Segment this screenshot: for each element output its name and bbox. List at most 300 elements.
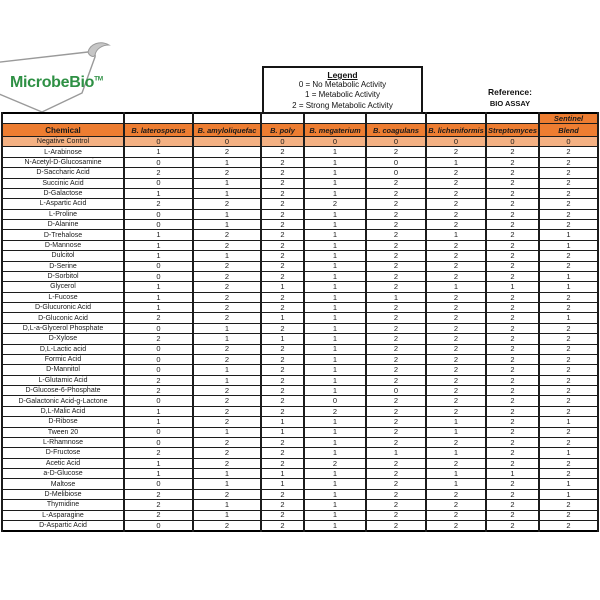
value-cell: 2 [486,313,539,323]
value-cell: 1 [193,220,261,230]
logo-name: MicrobeBio [10,74,95,91]
value-cell: 2 [193,240,261,250]
table-row [2,417,598,427]
value-cell: 1 [304,251,366,261]
value-cell: 2 [261,489,304,499]
value-cell: 2 [486,240,539,250]
value-cell: 2 [539,157,598,167]
value-cell: 2 [366,510,426,520]
value-cell: 2 [486,520,539,530]
chemical-cell: D-Aspartic Acid [2,520,124,530]
value-cell: 2 [193,448,261,458]
value-cell: 1 [304,489,366,499]
chemical-cell: L-Proline [2,209,124,219]
chemical-cell: D-Mannose [2,240,124,250]
value-cell: 1 [486,282,539,292]
top-row-spacer [261,113,304,124]
value-cell: 0 [124,178,193,188]
value-cell: 0 [426,137,486,147]
value-cell: 0 [124,261,193,271]
value-cell: 2 [539,375,598,385]
value-cell: 2 [486,334,539,344]
value-cell: 2 [486,354,539,364]
table-row [2,251,598,261]
legend-title: Legend [327,70,358,80]
value-cell: 2 [426,261,486,271]
value-cell: 2 [261,168,304,178]
value-cell: 2 [261,261,304,271]
value-cell: 2 [486,458,539,468]
value-cell: 2 [193,489,261,499]
value-cell: 2 [539,147,598,157]
chemical-cell: Formic Acid [2,354,124,364]
value-cell: 1 [193,334,261,344]
chemical-cell: D-Saccharic Acid [2,168,124,178]
table-row [2,500,598,510]
ribbon-fold-curl [88,43,109,57]
value-cell: 1 [304,282,366,292]
value-cell: 2 [539,168,598,178]
value-cell: 2 [426,209,486,219]
value-cell: 2 [261,240,304,250]
value-cell: 2 [261,375,304,385]
value-cell: 2 [193,458,261,468]
value-cell: 1 [124,240,193,250]
value-cell: 2 [193,396,261,406]
chemical-cell: D-Trehalose [2,230,124,240]
value-cell: 2 [366,365,426,375]
value-cell: 2 [426,303,486,313]
value-cell: 1 [304,271,366,281]
value-cell: 2 [539,178,598,188]
value-cell: 1 [539,271,598,281]
value-cell: 2 [539,220,598,230]
value-cell: 0 [124,220,193,230]
chemical-cell: D,L-a-Glycerol Phosphate [2,323,124,333]
header-sentinel: Sentinel [539,113,598,124]
value-cell: 1 [193,500,261,510]
value-cell: 2 [486,220,539,230]
table-row [2,168,598,178]
table-row [2,396,598,406]
value-cell: 2 [539,303,598,313]
value-cell: 1 [304,292,366,302]
value-cell: 1 [539,417,598,427]
value-cell: 1 [124,292,193,302]
value-cell: 2 [486,417,539,427]
value-cell: 1 [193,469,261,479]
chemical-cell: Maltose [2,479,124,489]
value-cell: 1 [426,230,486,240]
header-b-licheniformis: B. licheniformis [426,124,486,137]
value-cell: 2 [366,479,426,489]
table-row [2,510,598,520]
chemical-cell: D-Alanine [2,220,124,230]
table-row [2,365,598,375]
value-cell: 1 [193,427,261,437]
value-cell: 2 [486,209,539,219]
value-cell: 2 [261,354,304,364]
value-cell: 0 [124,520,193,530]
value-cell: 0 [124,344,193,354]
value-cell: 0 [193,137,261,147]
table-row [2,157,598,167]
value-cell: 1 [124,303,193,313]
value-cell: 2 [193,344,261,354]
value-cell: 1 [193,365,261,375]
value-cell: 1 [366,292,426,302]
value-cell: 2 [366,417,426,427]
chemical-cell: L-Aspartic Acid [2,199,124,209]
value-cell: 1 [539,240,598,250]
value-cell: 1 [426,469,486,479]
value-cell: 2 [261,365,304,375]
value-cell: 2 [366,230,426,240]
value-cell: 1 [304,178,366,188]
chemical-cell: D-Mannitol [2,365,124,375]
value-cell: 0 [539,137,598,147]
value-cell: 2 [366,344,426,354]
value-cell: 2 [261,344,304,354]
value-cell: 2 [261,199,304,209]
value-cell: 2 [486,500,539,510]
value-cell: 1 [304,220,366,230]
value-cell: 1 [304,500,366,510]
value-cell: 2 [486,303,539,313]
value-cell: 2 [486,437,539,447]
value-cell: 2 [261,510,304,520]
logo-wordmark [10,74,103,92]
value-cell: 0 [124,365,193,375]
value-cell: 0 [366,157,426,167]
chemical-cell: N-Acetyl-D-Glucosamine [2,157,124,167]
chemical-cell: D-Xylose [2,334,124,344]
value-cell: 1 [304,303,366,313]
value-cell: 0 [304,137,366,147]
chemical-cell: Negative Control [2,137,124,147]
value-cell: 2 [539,469,598,479]
chemical-cell: D-Galactose [2,188,124,198]
table-row [2,354,598,364]
value-cell: 2 [193,282,261,292]
value-cell: 2 [304,406,366,416]
value-cell: 1 [539,313,598,323]
value-cell: 2 [539,427,598,437]
value-cell: 1 [304,313,366,323]
value-cell: 2 [261,458,304,468]
chemical-cell: Acetic Acid [2,458,124,468]
value-cell: 0 [124,271,193,281]
value-cell: 1 [261,427,304,437]
value-cell: 2 [539,323,598,333]
value-cell: 1 [124,469,193,479]
value-cell: 1 [124,458,193,468]
table-row [2,313,598,323]
value-cell: 1 [539,489,598,499]
value-cell: 2 [261,448,304,458]
table-row [2,240,598,250]
value-cell: 2 [486,178,539,188]
value-cell: 2 [261,292,304,302]
chemical-cell: L-Fucose [2,292,124,302]
value-cell: 1 [261,334,304,344]
value-cell: 1 [426,448,486,458]
top-row-spacer [486,113,539,124]
value-cell: 2 [539,396,598,406]
value-cell: 2 [304,458,366,468]
chemical-cell: L-Arabinose [2,147,124,157]
table-body [2,137,598,531]
value-cell: 1 [304,469,366,479]
value-cell: 2 [366,209,426,219]
value-cell: 0 [124,427,193,437]
table-row [2,261,598,271]
value-cell: 2 [426,251,486,261]
value-cell: 2 [366,458,426,468]
value-cell: 2 [366,261,426,271]
chemical-cell: a-D-Glucose [2,469,124,479]
header-b-coagulans: B. coagulans [366,124,426,137]
table-row [2,199,598,209]
value-cell: 2 [366,500,426,510]
value-cell: 2 [124,448,193,458]
value-cell: 2 [261,188,304,198]
value-cell: 2 [124,375,193,385]
value-cell: 2 [486,292,539,302]
chemical-cell: Glycerol [2,282,124,292]
value-cell: 2 [193,147,261,157]
table-row [2,469,598,479]
value-cell: 1 [261,282,304,292]
value-cell: 2 [486,251,539,261]
value-cell: 1 [426,157,486,167]
value-cell: 2 [193,261,261,271]
value-cell: 1 [539,479,598,489]
value-cell: 0 [366,168,426,178]
value-cell: 2 [366,178,426,188]
chemical-cell: Tween 20 [2,427,124,437]
value-cell: 2 [366,396,426,406]
value-cell: 1 [304,147,366,157]
value-cell: 2 [539,500,598,510]
value-cell: 1 [304,365,366,375]
table-row [2,386,598,396]
value-cell: 2 [366,220,426,230]
top-row-spacer [366,113,426,124]
header-b-poly: B. poly [261,124,304,137]
value-cell: 2 [539,365,598,375]
value-cell: 2 [193,313,261,323]
value-cell: 2 [261,271,304,281]
table-row [2,406,598,416]
value-cell: 2 [539,209,598,219]
value-cell: 0 [124,437,193,447]
value-cell: 1 [193,178,261,188]
value-cell: 0 [486,137,539,147]
value-cell: 2 [426,178,486,188]
value-cell: 2 [486,271,539,281]
value-cell: 2 [124,500,193,510]
value-cell: 2 [486,448,539,458]
value-cell: 1 [193,188,261,198]
value-cell: 2 [366,520,426,530]
value-cell: 1 [304,240,366,250]
table-row [2,427,598,437]
value-cell: 1 [193,251,261,261]
chemical-cell: D-Ribose [2,417,124,427]
value-cell: 2 [539,261,598,271]
value-cell: 1 [539,282,598,292]
value-cell: 0 [124,354,193,364]
top-row-spacer [124,113,193,124]
value-cell: 2 [539,334,598,344]
sentinel-top-row [2,113,598,124]
table-row [2,209,598,219]
value-cell: 2 [539,251,598,261]
value-cell: 2 [366,271,426,281]
value-cell: 2 [261,303,304,313]
value-cell: 2 [426,292,486,302]
value-cell: 1 [304,375,366,385]
value-cell: 2 [426,168,486,178]
value-cell: 2 [366,313,426,323]
value-cell: 2 [426,220,486,230]
value-cell: 1 [261,313,304,323]
value-cell: 0 [124,396,193,406]
value-cell: 2 [486,230,539,240]
value-cell: 2 [426,510,486,520]
value-cell: 1 [366,448,426,458]
value-cell: 1 [304,354,366,364]
value-cell: 1 [539,448,598,458]
table-row [2,303,598,313]
value-cell: 2 [261,437,304,447]
chemical-cell: D,L-Malic Acid [2,406,124,416]
table-row [2,437,598,447]
value-cell: 2 [486,479,539,489]
table-row [2,220,598,230]
table-row [2,292,598,302]
value-cell: 2 [124,168,193,178]
value-cell: 2 [539,520,598,530]
value-cell: 0 [366,137,426,147]
value-cell: 0 [124,157,193,167]
chemical-cell: Thymidine [2,500,124,510]
value-cell: 2 [193,520,261,530]
table-row [2,137,598,147]
value-cell: 2 [486,427,539,437]
value-cell: 2 [426,313,486,323]
value-cell: 1 [539,230,598,240]
value-cell: 2 [426,147,486,157]
value-cell: 2 [426,489,486,499]
value-cell: 2 [261,230,304,240]
chemical-cell: D-Serine [2,261,124,271]
value-cell: 1 [304,479,366,489]
table-row [2,282,598,292]
value-cell: 1 [261,469,304,479]
table-row [2,334,598,344]
value-cell: 1 [193,323,261,333]
value-cell: 1 [304,334,366,344]
chemical-cell: D-Glucuronic Acid [2,303,124,313]
value-cell: 2 [261,157,304,167]
value-cell: 2 [486,168,539,178]
value-cell: 2 [193,168,261,178]
value-cell: 2 [304,199,366,209]
value-cell: 1 [304,209,366,219]
table-row [2,344,598,354]
table-row [2,271,598,281]
value-cell: 2 [486,489,539,499]
value-cell: 1 [261,479,304,489]
value-cell: 2 [366,334,426,344]
table-row [2,375,598,385]
table-row [2,188,598,198]
value-cell: 1 [193,375,261,385]
value-cell: 2 [366,427,426,437]
value-cell: 2 [124,199,193,209]
value-cell: 2 [193,199,261,209]
table-row [2,147,598,157]
value-cell: 2 [486,406,539,416]
chemical-cell: D-Melibiose [2,489,124,499]
value-cell: 2 [261,406,304,416]
legend-line-1: 1 = Metabolic Activity [305,90,380,100]
value-cell: 2 [426,406,486,416]
value-cell: 1 [304,157,366,167]
value-cell: 2 [426,188,486,198]
value-cell: 1 [193,510,261,520]
table-row [2,489,598,499]
value-cell: 2 [486,344,539,354]
value-cell: 1 [304,427,366,437]
value-cell: 2 [366,251,426,261]
value-cell: 1 [124,282,193,292]
microbebio-logo [0,38,144,118]
value-cell: 2 [486,365,539,375]
chemical-cell: L-Rhamnose [2,437,124,447]
trademark-symbol: TM [94,75,103,83]
value-cell: 2 [261,386,304,396]
value-cell: 1 [124,251,193,261]
value-cell: 1 [304,386,366,396]
value-cell: 0 [261,137,304,147]
value-cell: 2 [539,292,598,302]
chemical-cell: Succinic Acid [2,178,124,188]
value-cell: 2 [261,178,304,188]
value-cell: 2 [426,365,486,375]
value-cell: 2 [486,147,539,157]
reference-value: BIO ASSAY [489,99,531,108]
value-cell: 1 [304,520,366,530]
top-row-spacer [2,113,124,124]
table-row [2,448,598,458]
value-cell: 1 [426,427,486,437]
chemical-cell: D-Galactonic Acid-g-Lactone [2,396,124,406]
value-cell: 1 [304,168,366,178]
value-cell: 2 [486,188,539,198]
value-cell: 1 [261,417,304,427]
table-row [2,458,598,468]
value-cell: 1 [304,417,366,427]
header-b-megaterium: B. megaterium [304,124,366,137]
value-cell: 1 [193,479,261,489]
value-cell: 2 [366,282,426,292]
value-cell: 2 [193,386,261,396]
value-cell: 2 [193,437,261,447]
value-cell: 2 [426,344,486,354]
